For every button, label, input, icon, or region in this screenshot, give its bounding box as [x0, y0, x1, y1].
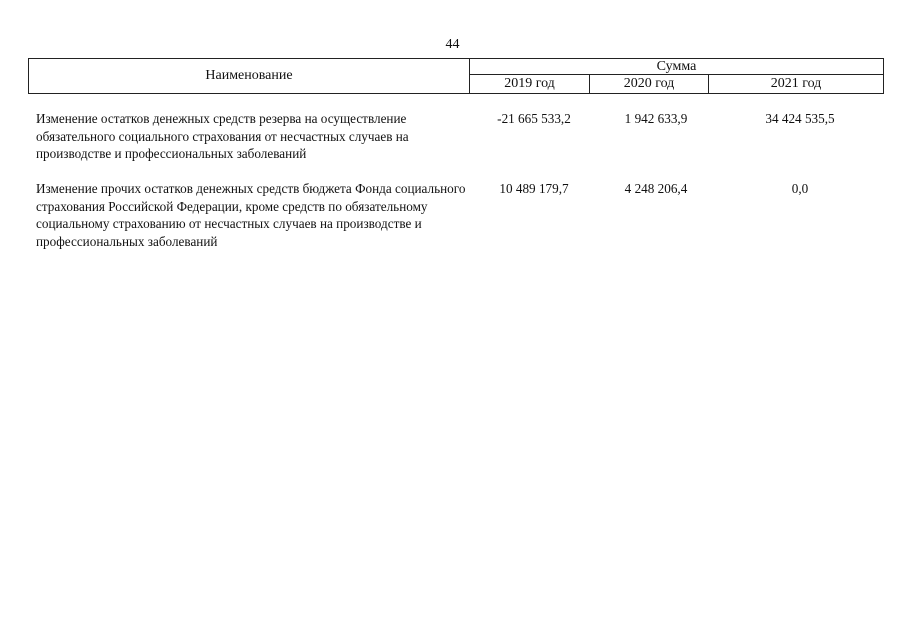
column-header-year: 2021 год — [770, 76, 822, 91]
row-value-2019: -21 665 533,2 — [497, 111, 571, 126]
row-value-2020: 4 248 206,4 — [624, 181, 688, 196]
row-name: Изменение остатков денежных средств резерва на осуществление обязательного социального страхования от несчастных случаев на производстве и профессиональных заболеваний — [36, 111, 409, 161]
row-value-2020: 1 942 633,9 — [624, 111, 688, 126]
page-number: 44 — [445, 37, 460, 52]
table-header — [28, 58, 884, 94]
column-header-name: Наименование — [205, 68, 293, 83]
row-value-2019: 10 489 179,7 — [499, 181, 569, 196]
column-header-year: 2020 год — [623, 76, 675, 91]
row-name: Изменение прочих остатков денежных средств бюджета Фонда социального страхования Российской Федерации, кроме средств по обязательному социальному страхованию от несчастных случаев на производстве и профессиональных заболеваний — [36, 181, 466, 249]
column-header-sum: Сумма — [656, 59, 697, 74]
column-header-year: 2019 год — [504, 76, 555, 91]
row-value-2021: 0,0 — [791, 181, 809, 196]
row-value-2021: 34 424 535,5 — [765, 111, 835, 126]
